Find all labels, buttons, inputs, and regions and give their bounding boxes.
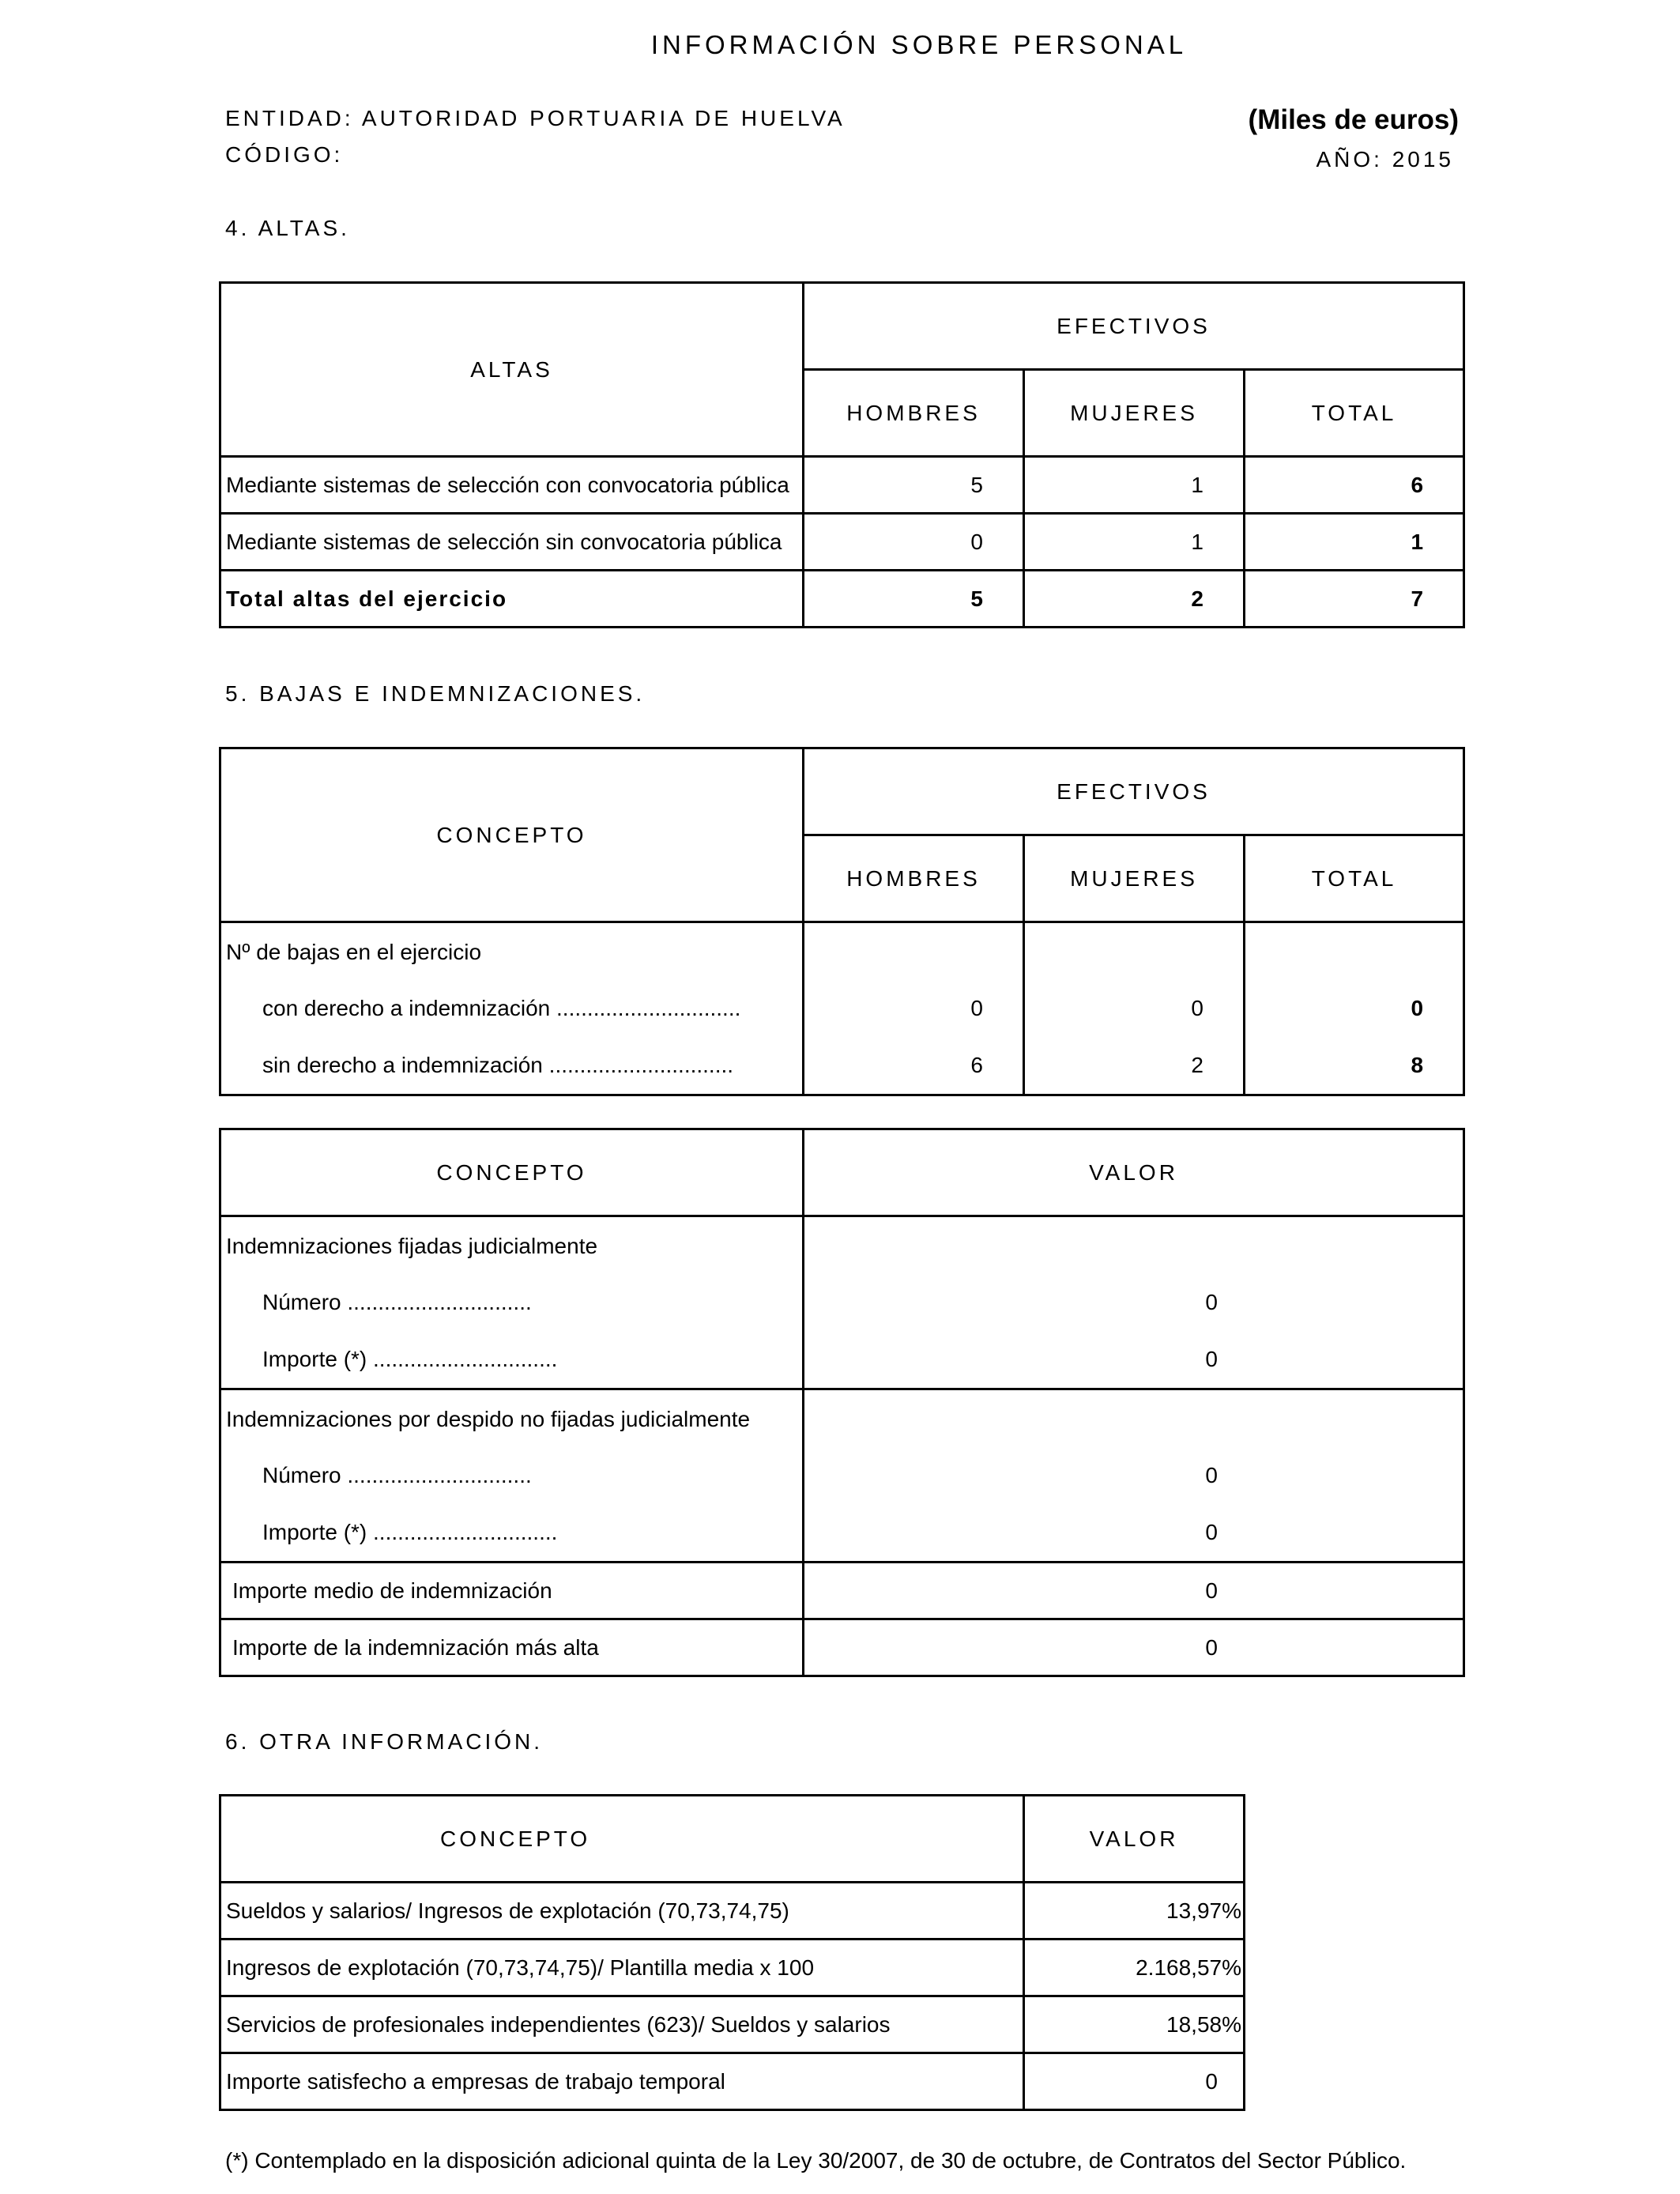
table-row-total bbox=[220, 571, 1464, 628]
altas-row-label: Mediante sistemas de selección sin convocatoria pública bbox=[220, 514, 804, 571]
indem-alta-label: Importe de la indemnización más alta bbox=[220, 1619, 804, 1676]
altas-table bbox=[219, 281, 1465, 628]
table-row bbox=[220, 1996, 1245, 2053]
otra-table bbox=[219, 1794, 1245, 2111]
indem-nojudicial-cell bbox=[220, 1389, 804, 1563]
indem-judicial-numero: 0 bbox=[1205, 1290, 1218, 1314]
section-bajas-title: 5. BAJAS E INDEMNIZACIONES. bbox=[225, 681, 646, 706]
altas-total-total: 7 bbox=[1245, 571, 1464, 628]
bajas-total-value: 0 bbox=[1411, 996, 1424, 1020]
altas-row-mujeres: 1 bbox=[1024, 514, 1245, 571]
entidad-label: ENTIDAD: AUTORIDAD PORTUARIA DE HUELVA bbox=[225, 106, 846, 130]
indem-judicial-importe: 0 bbox=[1205, 1347, 1218, 1371]
indem-numero-label: Número bbox=[262, 1463, 341, 1487]
altas-col-mujeres: MUJERES bbox=[1024, 370, 1245, 457]
list-item: Número .............................. bbox=[262, 1290, 532, 1314]
codigo-label: CÓDIGO: bbox=[225, 142, 344, 167]
altas-row-hombres: 5 bbox=[804, 457, 1024, 514]
indem-medio-label: Importe medio de indemnización bbox=[220, 1563, 804, 1619]
bajas-col-group: EFECTIVOS bbox=[804, 748, 1464, 835]
table-row bbox=[220, 457, 1464, 514]
list-item: sin derecho a indemnización .............................. bbox=[262, 1053, 734, 1077]
section-otra-title: 6. OTRA INFORMACIÓN. bbox=[225, 1729, 544, 1754]
bajas-mujeres-value: 0 bbox=[1191, 996, 1203, 1020]
bajas-mujeres-value: 2 bbox=[1191, 1053, 1203, 1077]
bajas-row-label: sin derecho a indemnización bbox=[262, 1053, 543, 1077]
indem-judicial-label: Indemnizaciones fijadas judicialmente bbox=[226, 1233, 598, 1258]
bajas-col-main: CONCEPTO bbox=[220, 748, 804, 922]
indem-nojudicial-numero: 0 bbox=[1205, 1463, 1218, 1487]
bajas-mujeres-cell bbox=[1024, 922, 1245, 1095]
page-title: INFORMACIÓN SOBRE PERSONAL bbox=[650, 30, 1188, 59]
otra-row-label: Servicios de profesionales independientes (623)/ Sueldos y salarios bbox=[220, 1996, 1024, 2053]
otra-row-value: 2.168,57% bbox=[1024, 1940, 1245, 1996]
altas-row-total: 6 bbox=[1245, 457, 1464, 514]
indem-judicial-values bbox=[804, 1216, 1464, 1389]
bajas-concepts-cell bbox=[220, 922, 804, 1095]
list-item: Importe (*) .............................. bbox=[262, 1520, 558, 1544]
altas-row-hombres: 0 bbox=[804, 514, 1024, 571]
indem-importe-label: Importe (*) bbox=[262, 1520, 367, 1544]
list-item: con derecho a indemnización .............................. bbox=[262, 996, 741, 1020]
otra-col-concepto: CONCEPTO bbox=[220, 1796, 1024, 1883]
altas-row-mujeres: 1 bbox=[1024, 457, 1245, 514]
bajas-col-total: TOTAL bbox=[1245, 835, 1464, 922]
table-row bbox=[220, 1563, 1464, 1619]
list-item: Número .............................. bbox=[262, 1463, 532, 1487]
bajas-total-value: 8 bbox=[1411, 1053, 1424, 1077]
indem-judicial-cell bbox=[220, 1216, 804, 1389]
bajas-hombres-value: 0 bbox=[970, 996, 983, 1020]
table-row bbox=[220, 1619, 1464, 1676]
otra-row-label: Sueldos y salarios/ Ingresos de explotación (70,73,74,75) bbox=[220, 1883, 1024, 1940]
bajas-group-label: Nº de bajas en el ejercicio bbox=[226, 939, 482, 964]
footnote: (*) Contemplado en la disposición adicional quinta de la Ley 30/2007, de 30 de octubre, de Contratos del Sector Público. bbox=[225, 2148, 1407, 2173]
altas-total-mujeres: 2 bbox=[1024, 571, 1245, 628]
altas-col-hombres: HOMBRES bbox=[804, 370, 1024, 457]
unit-label: (Miles de euros) bbox=[1248, 104, 1459, 135]
altas-row-label: Mediante sistemas de selección con convocatoria pública bbox=[220, 457, 804, 514]
bajas-hombres-value: 6 bbox=[970, 1053, 983, 1077]
year-label: AÑO: 2015 bbox=[1316, 147, 1454, 172]
otra-row-label: Importe satisfecho a empresas de trabajo temporal bbox=[220, 2053, 1024, 2110]
list-item: Importe (*) .............................. bbox=[262, 1347, 558, 1371]
indem-col-valor: VALOR bbox=[804, 1129, 1464, 1216]
otra-row-value: 13,97% bbox=[1024, 1883, 1245, 1940]
indem-nojudicial-importe: 0 bbox=[1205, 1520, 1218, 1544]
bajas-col-hombres: HOMBRES bbox=[804, 835, 1024, 922]
otra-row-value: 18,58% bbox=[1024, 1996, 1245, 2053]
otra-col-valor: VALOR bbox=[1024, 1796, 1245, 1883]
altas-col-group: EFECTIVOS bbox=[804, 283, 1464, 370]
indem-alta-value: 0 bbox=[804, 1619, 1464, 1676]
indem-numero-label: Número bbox=[262, 1290, 341, 1314]
bajas-table bbox=[219, 747, 1465, 1096]
indem-nojudicial-label: Indemnizaciones por despido no fijadas judicialmente bbox=[226, 1406, 751, 1431]
otra-row-label: Ingresos de explotación (70,73,74,75)/ Plantilla media x 100 bbox=[220, 1940, 1024, 1996]
table-row bbox=[220, 514, 1464, 571]
indem-importe-label: Importe (*) bbox=[262, 1347, 367, 1371]
indem-medio-value: 0 bbox=[804, 1563, 1464, 1619]
altas-col-main: ALTAS bbox=[220, 283, 804, 457]
otra-row-value: 0 bbox=[1024, 2053, 1245, 2110]
altas-total-hombres: 5 bbox=[804, 571, 1024, 628]
bajas-hombres-cell bbox=[804, 922, 1024, 1095]
indem-col-concepto: CONCEPTO bbox=[220, 1129, 804, 1216]
bajas-row-label: con derecho a indemnización bbox=[262, 996, 551, 1020]
bajas-col-mujeres: MUJERES bbox=[1024, 835, 1245, 922]
indemnizaciones-table bbox=[219, 1128, 1465, 1677]
altas-row-total: 1 bbox=[1245, 514, 1464, 571]
section-altas-title: 4. ALTAS. bbox=[225, 216, 350, 240]
altas-total-label: Total altas del ejercicio bbox=[220, 571, 804, 628]
table-row bbox=[220, 2053, 1245, 2110]
altas-col-total: TOTAL bbox=[1245, 370, 1464, 457]
table-row bbox=[220, 1883, 1245, 1940]
indem-nojudicial-values bbox=[804, 1389, 1464, 1563]
bajas-total-cell bbox=[1245, 922, 1464, 1095]
table-row bbox=[220, 1940, 1245, 1996]
